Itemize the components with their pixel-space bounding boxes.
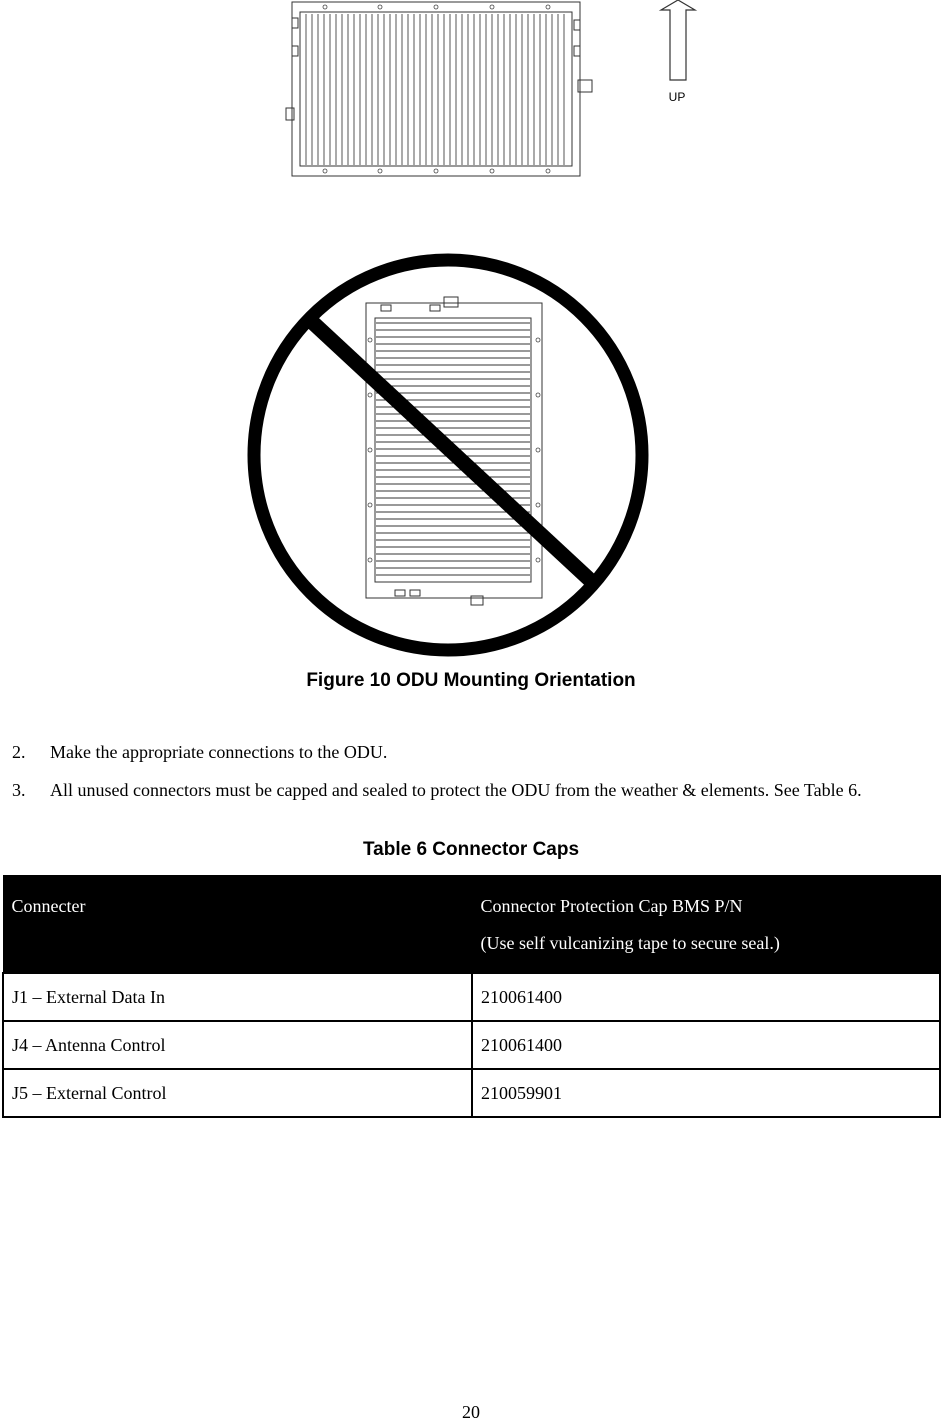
header-cap-line1: Connector Protection Cap BMS P/N [480,896,743,916]
table-row [3,1069,940,1117]
step-text: Make the appropriate connections to the ODU. [50,742,388,762]
page-number: 20 [462,1402,480,1422]
connector-cell: J5 – External Control [3,1069,472,1117]
part-number-cell: 210059901 [472,1069,940,1117]
step-text: All unused connectors must be capped and sealed to protect the ODU from the weather & elements. See Table 6. [50,780,862,800]
connector-caps-table [2,875,941,1118]
up-label: UP [668,90,686,104]
table-header-row [3,876,940,974]
table-title: Table 6 Connector Caps [362,839,580,860]
table-row [3,1021,940,1069]
header-cap-part-number [472,876,940,974]
connector-cell: J1 – External Data In [3,973,472,1021]
header-connecter: Connecter [3,876,472,974]
step-number: 3. [12,780,26,800]
table-row [3,973,940,1021]
odu-incorrect-orientation-drawing [0,240,942,660]
figure-caption: Figure 10 ODU Mounting Orientation [306,670,636,691]
part-number-cell: 210061400 [472,1021,940,1069]
part-number-cell: 210061400 [472,973,940,1021]
header-cap-line2: (Use self vulcanizing tape to secure seal.) [480,933,780,953]
connector-cell: J4 – Antenna Control [3,1021,472,1069]
up-arrow-icon [661,0,695,80]
step-number: 2. [12,742,26,762]
odu-correct-orientation-drawing [0,0,942,200]
